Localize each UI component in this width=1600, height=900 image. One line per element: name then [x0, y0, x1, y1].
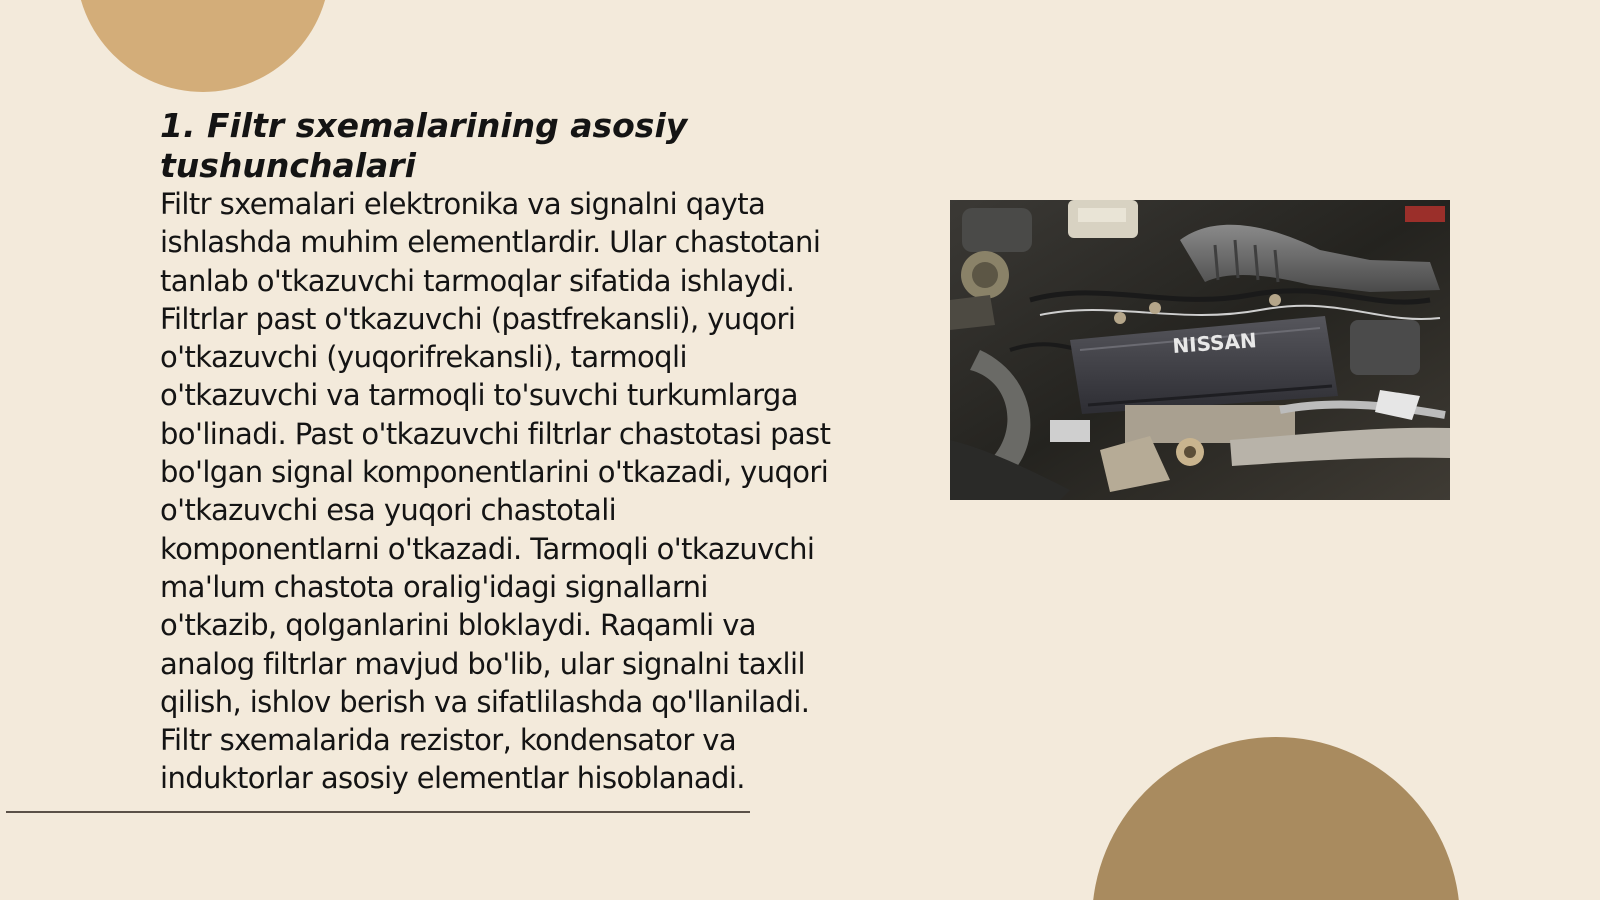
decorative-circle-top — [76, 0, 330, 92]
divider-line — [6, 811, 750, 813]
slide-title: 1. Filtr sxemalarining asosiy tushunchalari — [160, 106, 688, 185]
slide-body-text: Filtr sxemalari elektronika va signalni qayta ishlashda muhim elementlardir. Ular chastotani tanlab o'tkazuvchi tarmoqlar sifatida ishlaydi. Filtrlar past o'tkazuvchi (pastfrekansli), yuqori o'tkazuvchi (yuqorifrekansli), tarmoqli o'tkazuvchi va tarmoqli to'suvchi turkumlarga bo'linadi. Past o'tkazuvchi filtrlar chastotasi past bo'lgan signal komponentlarini o'tkazadi, yuqori o'tkazuvchi esa yuqori chastotali komponentlarni o'tkazadi. Tarmoqli o'tkazuvchi ma'lum chastota oralig'idagi signallarni o'tkazib, qolganlarini bloklaydi. Raqamli va analog filtrlar mavjud bo'lib, ular signalni taxlil qilish, ishlov berish va sifatlilashda qo'llaniladi. Filtr sxemalarida rezistor, kondensator va induktorlar asosiy elementlar hisoblanadi. — [160, 187, 831, 796]
nissan-logo: NISSAN — [1171, 328, 1258, 358]
decorative-circle-bottom — [1092, 737, 1460, 900]
engine-photo — [950, 200, 1450, 500]
